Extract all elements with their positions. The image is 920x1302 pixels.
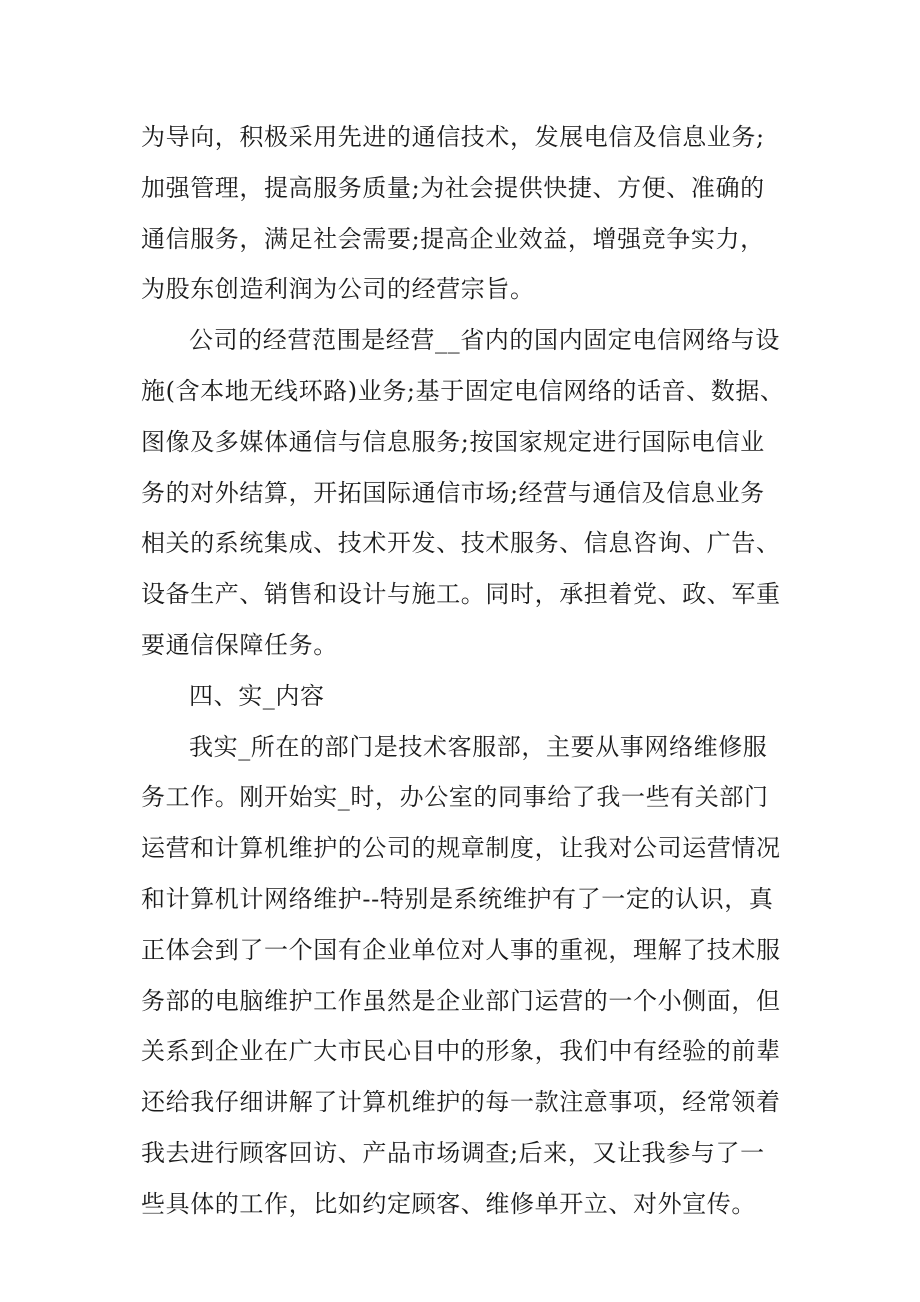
text-line: 我去进行顾客回访、产品市场调查;后来，又让我参与了一 [141,1138,765,1167]
text-line: 加强管理，提高服务质量;为社会提供快捷、方便、准确的 [141,173,765,202]
text-line: 关系到企业在广大市民心目中的形象，我们中有经验的前辈 [141,1037,781,1066]
paragraph-start-line: 我实_所在的部门是技术客服部，主要从事网络维修服 [189,732,768,761]
text-line: 和计算机计网络维护--特别是系统维护有了一定的认识，真 [141,884,774,913]
paragraph-start-line: 公司的经营范围是经营__省内的国内固定电信网络与设 [189,326,780,355]
text-line: 为股东创造利润为公司的经营宗旨。 [141,275,535,304]
text-line: 相关的系统集成、技术开发、技术服务、信息咨询、广告、 [141,529,781,558]
text-line: 施(含本地无线环路)业务;基于固定电信网络的话音、数据、 [141,376,785,405]
text-line: 图像及多媒体通信与信息服务;按国家规定进行国际电信业 [141,427,765,456]
section-heading: 四、实_内容 [189,681,325,710]
text-line: 为导向，积极采用先进的通信技术，发展电信及信息业务; [141,123,765,151]
text-line: 正体会到了一个国有企业单位对人事的重视，理解了技术服 [141,935,781,964]
text-line: 运营和计算机维护的公司的规章制度，让我对公司运营情况 [141,834,781,863]
text-line: 务工作。刚开始实_时，办公室的同事给了我一些有关部门 [141,783,769,812]
text-line: 设备生产、销售和设计与施工。同时，承担着党、政、军重 [141,580,781,609]
text-line: 务的对外结算，开拓国际通信市场;经营与通信及信息业务 [141,478,765,507]
text-line: 通信服务，满足社会需要;提高企业效益，增强竞争实力， [141,224,765,253]
text-line: 务部的电脑维护工作虽然是企业部门运营的一个小侧面，但 [141,986,781,1015]
document-body [141,112,801,1230]
text-line: 还给我仔细讲解了计算机维护的每一款注意事项，经常领着 [141,1088,781,1117]
text-line: 些具体的工作，比如约定顾客、维修单开立、对外宣传。 [141,1189,756,1218]
text-line: 要通信保障任务。 [141,630,338,659]
